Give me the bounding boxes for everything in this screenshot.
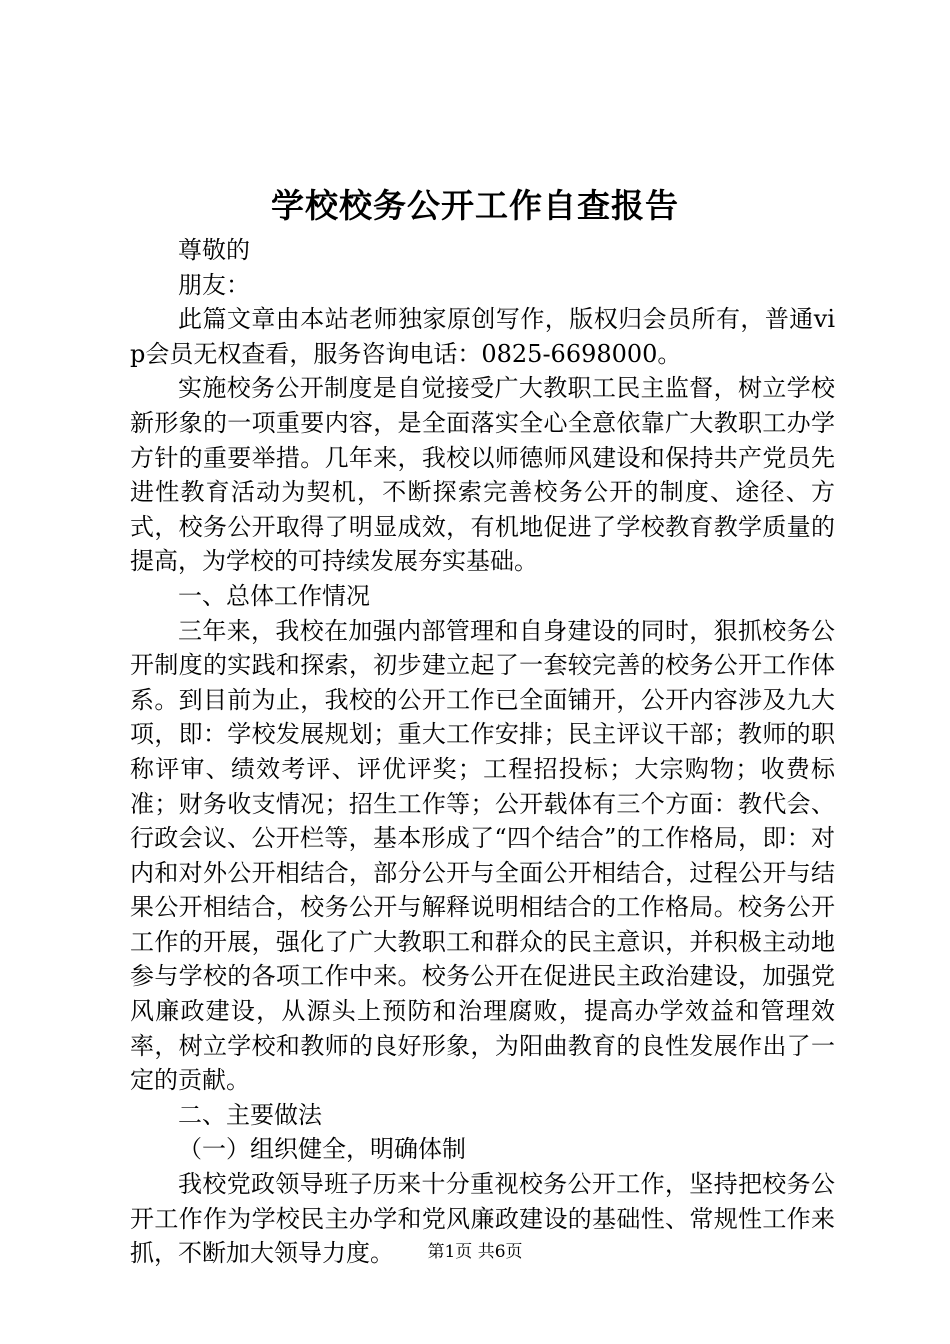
intro-paragraph: 实施校务公开制度是自觉接受广大教职工民主监督，树立学校新形象的一项重要内容，是全面落实全心全意依靠广大教职工办学方针的重要举措。几年来，我校以师德师风建设和保持共产党员先进性教育活动为契机，不断探索完善校务公开的制度、途径、方式，校务公开取得了明显成效，有机地促进了学校教育教学质量的提高，为学校的可持续发展夯实基础。 bbox=[130, 374, 835, 576]
copyright-notice: 此篇文章由本站老师独家原创写作，版权归会员所有，普通vip会员无权查看，服务咨询电话：0825-6698000。 bbox=[130, 305, 835, 368]
section-heading-1: 一、总体工作情况 bbox=[178, 581, 370, 610]
subsection-1-paragraph: 我校党政领导班子历来十分重视校务公开工作，坚持把校务公开工作作为学校民主办学和党风廉政建设的基础性、常规性工作来抓，不断加大领导力度。 bbox=[130, 1170, 835, 1268]
section-1-paragraph: 三年来，我校在加强内部管理和自身建设的同时，狠抓校务公开制度的实践和探索，初步建立起了一套较完善的校务公开工作体系。到目前为止，我校的公开工作已全面铺开，公开内容涉及九大项，即：学校发展规划；重大工作安排；民主评议干部；教师的职称评审、绩效考评、评优评奖；工程招投标；大宗购物；收费标准；财务收支情况；招生工作等；公开载体有三个方面：教代会、行政会议、公开栏等，基本形成了“四个结合”的工作格局，即：对内和对外公开相结合，部分公开与全面公开相结合，过程公开与结果公开相结合，校务公开与解释说明相结合的工作格局。校务公开工作的开展，强化了广大教职工和群众的民主意识，并积极主动地参与学校的各项工作中来。校务公开在促进民主政治建设，加强党风廉政建设，从源头上预防和治理腐败，提高办学效益和管理效率，树立学校和教师的良好形象，为阳曲教育的良性发展作出了一定的贡献。 bbox=[130, 616, 835, 1095]
salutation-line-2: 朋友： bbox=[178, 270, 250, 299]
document-title: 学校校务公开工作自查报告 bbox=[271, 186, 679, 225]
subsection-heading-1: （一）组织健全，明确体制 bbox=[178, 1135, 466, 1164]
section-heading-2: 二、主要做法 bbox=[178, 1100, 322, 1129]
salutation-line-1: 尊敬的 bbox=[178, 236, 250, 264]
document-body bbox=[130, 233, 835, 1271]
page-number-footer: 第1页 共6页 bbox=[427, 1242, 523, 1262]
